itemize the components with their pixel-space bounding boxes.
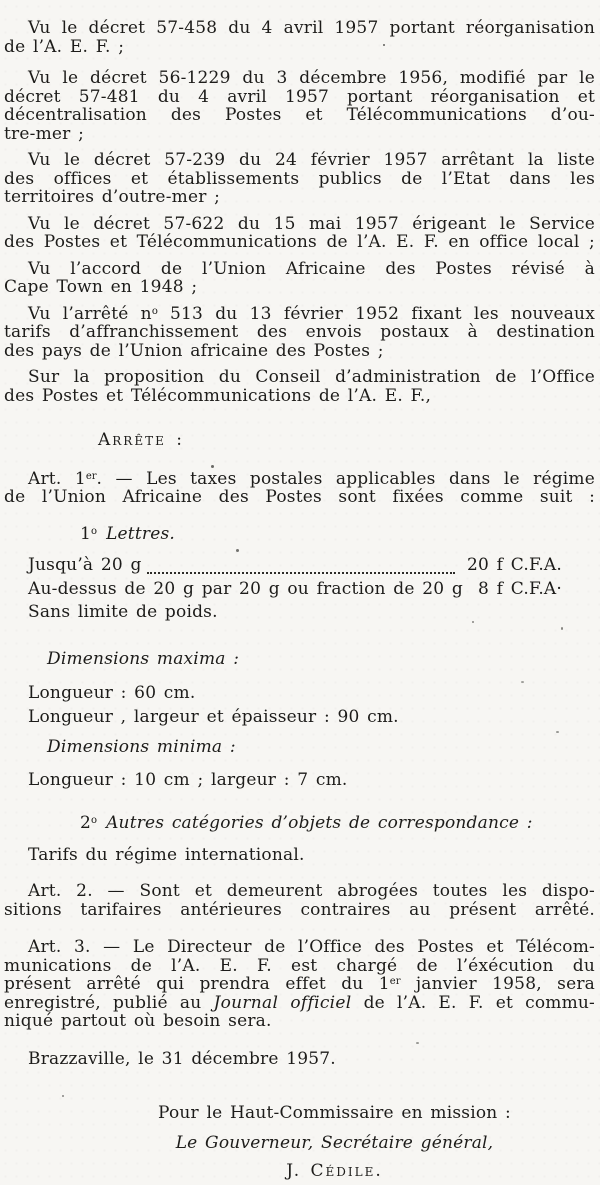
scan-speck: [416, 1042, 419, 1044]
text-line: Vu l’accord de l’Union Africaine des Postes révisé à: [28, 258, 595, 279]
paragraph: [4, 470, 595, 507]
paragraph: [4, 882, 595, 919]
paragraph: [4, 215, 595, 252]
scan-speck: [211, 465, 214, 468]
paragraph: [4, 305, 595, 361]
text-line: Sur la proposition du Conseil d’administration de l’Office: [28, 367, 595, 387]
text-line: Vu l’arrêté $n^o$ 513 du 13 février 1952 fixant les nouveaux: [28, 303, 595, 324]
text-line: décentralisation des Postes et Télécommunications d’ou-: [4, 105, 595, 125]
tariff-amount: 8 f C.F.A·: [478, 578, 562, 599]
text-line: de l’A. E. F. ;: [4, 36, 125, 57]
text-line: des pays de l’Union africaine des Postes ;: [4, 340, 384, 361]
scan-speck: [383, 44, 385, 46]
text-line: Tarifs du régime international.: [28, 844, 305, 865]
text-line: Art. 2. — Sont et demeurent abrogées toutes les dispo-: [28, 881, 595, 901]
text-line: de l’Union Africaine des Postes sont fixées comme suit :: [4, 487, 595, 507]
subsection-heading: Dimensions minima :: [47, 737, 236, 757]
item-label: Autres catégories d’objets de correspondance :: [106, 813, 533, 833]
paragraph: [4, 69, 595, 143]
text-line: décret 57-481 du 4 avril 1957 portant réorganisation et: [4, 86, 595, 107]
signature-line: Pour le Haut-Commissaire en mission :: [158, 1103, 511, 1123]
paragraph: [4, 260, 595, 297]
text-line: sitions tarifaires antérieures contraires au présent arrêté.: [4, 899, 595, 920]
paragraph: [4, 19, 595, 56]
text-line: Brazzaville, le 31 décembre 1957.: [28, 1048, 336, 1069]
text-line: Vu le décret 56-1229 du 3 décembre 1956, modifié par le: [28, 68, 595, 88]
text-line: munications de l’A. E. F. est chargé de l’éxécution du: [4, 955, 595, 976]
text-line: Art. 1er. — Les taxes postales applicables dans le régime: [28, 468, 595, 489]
text-line: présent arrêté qui prendra effet du 1er janvier 1958, sera: [4, 974, 595, 994]
text-line: des offices et établissements publics de l’Etat dans les: [4, 168, 595, 189]
item-heading: [4, 525, 595, 544]
item-number: 2$^o$: [80, 813, 98, 833]
text-line: Longueur : 60 cm.: [28, 683, 196, 703]
text-line: des Postes et Télécommunications de l’A. E. F. en office local ;: [4, 232, 595, 252]
scan-speck: [561, 627, 563, 630]
item-number: 1$^o$: [80, 523, 98, 544]
scan-speck: [556, 731, 559, 733]
text-line: Vu le décret 57-458 du 4 avril 1957 portant réorganisation: [28, 18, 595, 38]
text-line: Art. 3. — Le Directeur de l’Office des Postes et Télécom-: [28, 937, 595, 957]
signature-name: J. Cédile.: [286, 1161, 383, 1181]
text-line: tarifs d’affranchissement des envois postaux à destination: [4, 322, 595, 342]
text-line: des Postes et Télécommunications de l’A. E. F.,: [4, 385, 432, 406]
tariff-description: Jusqu’à 20 g: [28, 555, 142, 575]
tariff-description: Au-dessus de 20 g par 20 g ou fraction de 20 g: [28, 578, 463, 599]
document-body: [4, 19, 595, 1184]
text-line: Vu le décret 57-622 du 15 mai 1957 érigeant le Service: [28, 213, 595, 234]
text-line: Cape Town en 1948 ;: [4, 277, 198, 297]
text-line: niqué partout où besoin sera.: [4, 1011, 272, 1031]
scan-speck: [472, 621, 474, 623]
text-line: Longueur , largeur et épaisseur : 90 cm.: [28, 706, 399, 727]
text-line: tre-mer ;: [4, 123, 85, 144]
paragraph: [4, 938, 595, 1031]
tariff-row: [28, 578, 562, 602]
scan-speck: [236, 549, 239, 552]
leader-dots: [147, 572, 455, 574]
text-line: enregistré, publié au Journal officiel de l’A. E. F. et commu-: [4, 992, 596, 1013]
text-line: territoires d’outre-mer ;: [4, 187, 221, 207]
item-heading: [4, 814, 595, 833]
text-line: Vu le décret 57-239 du 24 février 1957 arrêtant la liste: [28, 150, 595, 170]
paragraph: [4, 368, 595, 405]
tariff-amount: 20 f C.F.A.: [467, 555, 562, 575]
subsection-heading: Dimensions maxima :: [47, 648, 240, 669]
scan-speck: [62, 1095, 64, 1097]
item-label: Lettres.: [106, 523, 175, 544]
text-line: Sans limite de poids.: [28, 602, 218, 622]
tariff-row: [28, 554, 562, 578]
signature-line: Le Gouverneur, Secrétaire général,: [175, 1132, 494, 1153]
text-line: Longueur : 10 cm ; largeur : 7 cm.: [28, 769, 348, 790]
paragraph: [4, 151, 595, 207]
arrete-heading: Arrête :: [98, 430, 185, 450]
scan-speck: [521, 681, 524, 683]
